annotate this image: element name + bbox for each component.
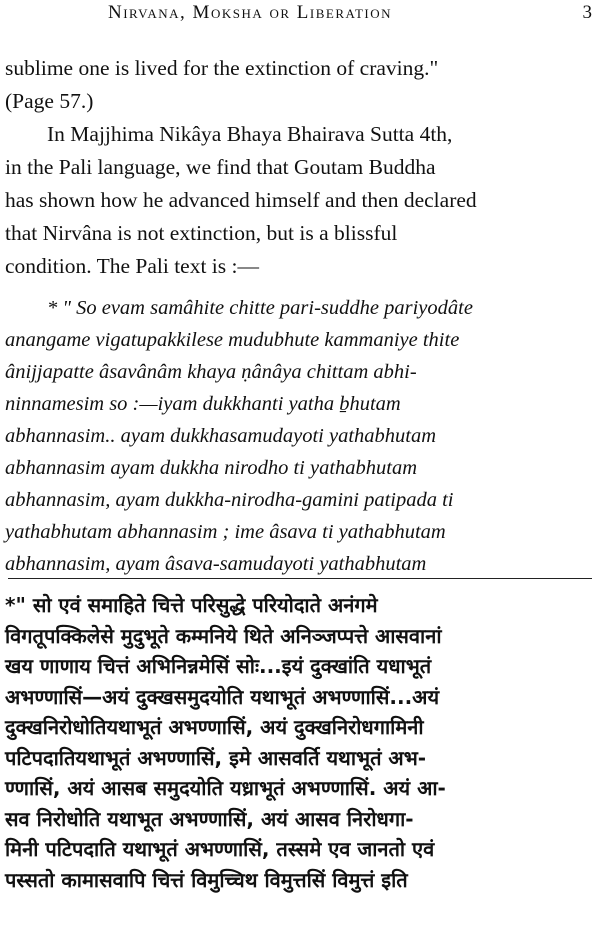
page-number: 3 [582,2,592,23]
prose-line: (Page 57.) [5,89,94,113]
devanagari-line: विगतूपक्किलेसे मुदुभूते कम्मनिये थिते अनिञ्जप्पत्ते आसवानां [5,623,442,648]
pali-line: abhannasim, ayam dukkha-nirodha-gamini patipada ti [5,489,454,511]
devanagari-line: *" सो एवं समाहिते चित्ते परिसुद्धे परियोदाते अनंगमे [5,593,378,617]
devanagari-line: अभण्णासिं—अयं दुक्खसमुदयोति यथाभूतं अभण्णासिं...अयं [5,684,440,709]
paragraph-intro [5,118,595,283]
devanagari-line: मिनी पटिपदाति यथाभूतं अभण्णासिं, तस्समे एव जानतो एवं [5,837,435,861]
devanagari-line: ण्णासिं, अयं आसब समुदयोति यध्राभूतं अभण्णासिं. अयं आ- [5,776,446,800]
prose-line: that Nirvâna is not extinction, but is a blissful [5,221,398,245]
devanagari-line: खय णाणाय चित्तं अभिनिन्नमेसिं सोः...इयं दुक्खांति यधाभूतं [5,654,432,678]
pali-line: ânijjapatte âsavânâm khaya ṇânâya chittam abhi- [5,361,417,383]
devanagari-line: सव निरोधोति यथाभूत अभण्णासिं, अयं आसव निरोधगा- [5,806,414,831]
prose-line: has shown how he advanced himself and then declared [5,188,477,212]
devanagari-line: पस्सतो कामासवापि चित्तं विमुच्चिथ विमुत्तसिं विमुत्तं इति [5,867,408,892]
pali-line: yathabhutam abhannasim ; ime âsava ti yathabhutam [5,521,446,543]
devanagari-line: पटिपदातियथाभूतं अभण्णासिं, इमे आसवर्ति यथाभूतं अभ- [5,745,427,770]
devanagari-footnote [5,590,597,895]
prose-line: in the Pali language, we find that Goutam Buddha [5,155,436,179]
prose-line: condition. The Pali text is :— [5,254,260,278]
devanagari-line: दुक्खनिरोधोतियथाभूतं अभण्णासिं, अयं दुक्खनिरोधगामिनी [5,715,424,739]
prose-line: sublime one is lived for the extinction of craving." [5,56,439,80]
running-head [0,2,600,28]
prose-line: In Majjhima Nikâya Bhaya Bhairava Sutta 4th, [47,122,453,146]
pali-line: anangame vigatupakkilese mudubhute kammaniye thite [5,329,460,351]
pali-line: ninnamesim so :—iyam dukkhanti yatha ḇhutam [5,393,401,415]
paragraph-continuation [5,52,595,118]
pali-line: * " So evam samâhite chitte pari-suddhe pariyodâte [47,297,473,319]
pali-quotation [5,292,595,580]
pali-line: abhannasim ayam dukkha nirodho ti yathabhutam [5,457,418,479]
footnote-divider [8,578,592,579]
pali-line: abhannasim, ayam âsava-samudayoti yathabhutam [5,553,427,575]
pali-line: abhannasim.. ayam dukkhasamudayoti yathabhutam [5,425,437,447]
running-title: Nirvana, Moksha or Liberation [108,2,393,23]
